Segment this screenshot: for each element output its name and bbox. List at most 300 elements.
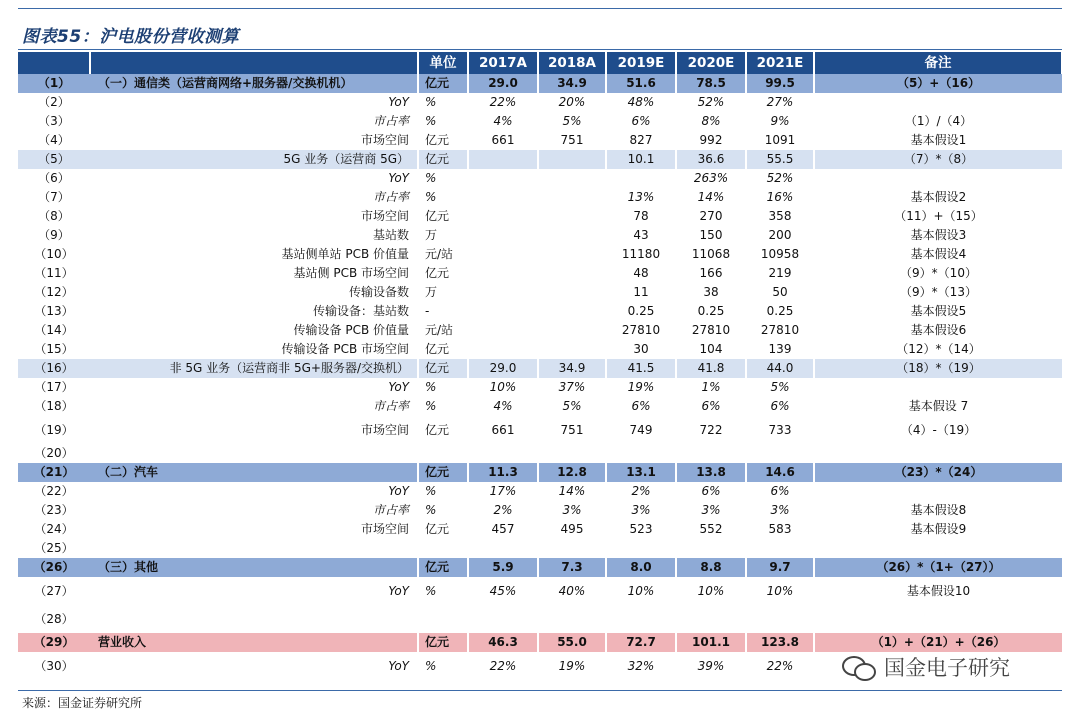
row-note (814, 539, 1062, 558)
header-note: 备注 (814, 52, 1062, 74)
header-year-2019: 2019E (606, 52, 676, 74)
row-value-2018A (538, 340, 606, 359)
row-unit: % (418, 378, 468, 397)
row-value-2018A: 37% (538, 378, 606, 397)
row-number: （13） (34, 304, 74, 318)
row-label: YoY (90, 652, 418, 680)
row-unit (418, 444, 468, 463)
row-value-2020E: 11068 (676, 245, 746, 264)
row-number: （30） (34, 659, 74, 673)
row-value-2020E: 14% (676, 188, 746, 207)
table-row (18, 74, 1062, 93)
table-row (18, 207, 1062, 226)
row-note: 基本假设3 (910, 228, 967, 242)
row-number: （1） (18, 74, 90, 93)
row-value-2018A: 495 (538, 520, 606, 539)
row-label: YoY (90, 378, 418, 397)
row-value-2018A: 19% (538, 652, 606, 680)
header-year-2020: 2020E (676, 52, 746, 74)
row-unit: 元/站 (418, 245, 468, 264)
row-label: 市场空间 (90, 416, 418, 444)
row-value-2018A: 751 (538, 416, 606, 444)
table-row (18, 558, 1062, 577)
row-value-2019E: 27810 (606, 321, 676, 340)
row-note: （1）/（4） (904, 114, 973, 128)
row-label: 市占率 (90, 112, 418, 131)
table-row (18, 359, 1062, 378)
row-value-2020E: 41.8 (676, 359, 746, 378)
row-value-2020E: 38 (676, 283, 746, 302)
row-value-2020E: 6% (676, 397, 746, 416)
row-value-2019E: 13.1 (606, 463, 676, 482)
row-value-2017A (468, 245, 538, 264)
row-value-2021E: 9.7 (746, 558, 814, 577)
row-value-2019E: 3% (606, 501, 676, 520)
row-value-2017A: 457 (468, 520, 538, 539)
row-note: （5）+（16） (814, 74, 1062, 93)
row-unit: % (418, 482, 468, 501)
row-value-2021E (746, 539, 814, 558)
table-row (18, 444, 1062, 463)
row-value-2017A: 5.9 (468, 558, 538, 577)
row-value-2020E: 78.5 (676, 74, 746, 93)
row-value-2021E (746, 444, 814, 463)
row-unit: 万 (418, 226, 468, 245)
row-value-2018A: 34.9 (538, 359, 606, 378)
row-value-2017A (468, 539, 538, 558)
row-value-2021E: 44.0 (746, 359, 814, 378)
row-value-2021E: 10958 (746, 245, 814, 264)
row-label: YoY (90, 577, 418, 605)
row-number: （18） (34, 399, 74, 413)
row-label: （三）其他 (90, 558, 418, 577)
row-note: （12）*（14） (896, 342, 981, 356)
table-row (18, 264, 1062, 283)
row-value-2021E: 27% (746, 93, 814, 112)
row-value-2020E: 1% (676, 378, 746, 397)
row-value-2017A (468, 340, 538, 359)
row-label (90, 444, 418, 463)
row-unit: 亿元 (418, 131, 468, 150)
row-unit: 亿元 (418, 359, 468, 378)
row-value-2020E: 722 (676, 416, 746, 444)
row-value-2021E: 200 (746, 226, 814, 245)
row-unit: % (418, 397, 468, 416)
table-row (18, 633, 1062, 652)
row-value-2019E: 48% (606, 93, 676, 112)
row-value-2019E: 43 (606, 226, 676, 245)
row-value-2020E: 6% (676, 482, 746, 501)
table-row (18, 577, 1062, 605)
table-row (18, 463, 1062, 482)
row-value-2017A: 45% (468, 577, 538, 605)
table-row (18, 321, 1062, 340)
row-unit (418, 605, 468, 633)
row-value-2019E: 11180 (606, 245, 676, 264)
row-value-2020E: 101.1 (676, 633, 746, 652)
row-value-2018A (538, 321, 606, 340)
row-value-2017A (468, 302, 538, 321)
table-header-row (18, 52, 1062, 74)
table-row (18, 378, 1062, 397)
row-label: 营业收入 (90, 633, 418, 652)
row-value-2021E: 14.6 (746, 463, 814, 482)
revenue-estimate-table (18, 52, 1063, 680)
row-label: 5G 业务（运营商 5G） (90, 150, 418, 169)
row-value-2020E: 552 (676, 520, 746, 539)
row-value-2021E: 123.8 (746, 633, 814, 652)
title-rule (18, 49, 1062, 50)
table-row (18, 501, 1062, 520)
row-note (814, 605, 1062, 633)
table-row (18, 226, 1062, 245)
row-value-2019E: 10% (606, 577, 676, 605)
row-number: （5） (18, 150, 90, 169)
row-unit: % (418, 93, 468, 112)
row-value-2019E: 6% (606, 112, 676, 131)
row-unit: - (418, 302, 468, 321)
row-unit: % (418, 112, 468, 131)
row-value-2018A: 5% (538, 112, 606, 131)
row-value-2019E: 30 (606, 340, 676, 359)
row-value-2017A: 22% (468, 93, 538, 112)
watermark (842, 652, 1010, 682)
table-row (18, 605, 1062, 633)
row-label: 基站侧 PCB 市场空间 (90, 264, 418, 283)
figure-title: 图表55：沪电股份营收测算 (22, 27, 240, 47)
row-unit: 亿元 (418, 520, 468, 539)
row-value-2017A (468, 207, 538, 226)
row-label: （一）通信类（运营商网络+服务器/交换机机） (90, 74, 418, 93)
table-row (18, 416, 1062, 444)
row-value-2020E: 10% (676, 577, 746, 605)
row-value-2019E (606, 444, 676, 463)
row-unit: % (418, 577, 468, 605)
row-value-2021E: 6% (746, 397, 814, 416)
row-note: （4）-（19） (900, 423, 977, 437)
row-number: （8） (38, 209, 70, 223)
row-number: （17） (34, 380, 74, 394)
row-value-2021E: 139 (746, 340, 814, 359)
row-label: （二）汽车 (90, 463, 418, 482)
row-value-2017A (468, 188, 538, 207)
header-year-2017: 2017A (468, 52, 538, 74)
row-value-2020E: 150 (676, 226, 746, 245)
row-value-2018A (538, 539, 606, 558)
row-unit: 亿元 (418, 207, 468, 226)
bottom-rule (18, 690, 1062, 691)
row-label: YoY (90, 93, 418, 112)
row-value-2017A: 22% (468, 652, 538, 680)
table-row (18, 93, 1062, 112)
row-value-2017A (468, 169, 538, 188)
table-row (18, 302, 1062, 321)
row-value-2017A: 29.0 (468, 74, 538, 93)
row-label: YoY (90, 482, 418, 501)
row-label: 市占率 (90, 397, 418, 416)
row-value-2018A: 751 (538, 131, 606, 150)
row-value-2020E: 992 (676, 131, 746, 150)
row-note: （23）*（24） (814, 463, 1062, 482)
table-row (18, 150, 1062, 169)
row-value-2019E: 19% (606, 378, 676, 397)
row-value-2021E: 27810 (746, 321, 814, 340)
row-unit: % (418, 169, 468, 188)
row-value-2018A (538, 283, 606, 302)
row-note: 基本假设8 (910, 503, 967, 517)
row-unit: 亿元 (418, 558, 468, 577)
row-note: 基本假设2 (910, 190, 967, 204)
row-value-2020E (676, 539, 746, 558)
row-note: 基本假设1 (910, 133, 967, 147)
row-unit: 亿元 (418, 150, 468, 169)
row-value-2020E: 0.25 (676, 302, 746, 321)
row-value-2018A (538, 226, 606, 245)
row-value-2020E: 263% (676, 169, 746, 188)
row-note: （7）*（8） (814, 150, 1062, 169)
row-value-2020E: 8% (676, 112, 746, 131)
row-unit: 亿元 (418, 633, 468, 652)
row-value-2017A (468, 321, 538, 340)
row-value-2019E: 11 (606, 283, 676, 302)
row-note: （18）*（19） (814, 359, 1062, 378)
row-value-2017A: 46.3 (468, 633, 538, 652)
row-number: （12） (34, 285, 74, 299)
row-value-2021E: 6% (746, 482, 814, 501)
row-value-2020E: 52% (676, 93, 746, 112)
source-note: 来源：国金证券研究所 (22, 696, 143, 710)
row-value-2021E: 52% (746, 169, 814, 188)
row-value-2020E: 104 (676, 340, 746, 359)
row-value-2017A: 4% (468, 112, 538, 131)
row-value-2017A: 2% (468, 501, 538, 520)
row-label: 市场空间 (90, 520, 418, 539)
row-number: （27） (34, 584, 74, 598)
row-value-2021E: 16% (746, 188, 814, 207)
row-label: 传输设备：基站数 (90, 302, 418, 321)
row-label: 基站侧单站 PCB 价值量 (90, 245, 418, 264)
row-unit: 亿元 (418, 416, 468, 444)
row-label: 传输设备数 (90, 283, 418, 302)
row-value-2019E: 10.1 (606, 150, 676, 169)
row-number: （4） (38, 133, 70, 147)
table-row (18, 112, 1062, 131)
top-rule (18, 8, 1062, 9)
row-value-2019E: 72.7 (606, 633, 676, 652)
row-value-2018A (538, 169, 606, 188)
row-label: 传输设备 PCB 市场空间 (90, 340, 418, 359)
row-value-2021E: 583 (746, 520, 814, 539)
row-label (90, 605, 418, 633)
row-note: 基本假设5 (910, 304, 967, 318)
row-number: （22） (34, 484, 74, 498)
row-value-2018A: 55.0 (538, 633, 606, 652)
row-value-2019E: 48 (606, 264, 676, 283)
row-value-2017A (468, 150, 538, 169)
row-unit (418, 539, 468, 558)
row-value-2020E: 27810 (676, 321, 746, 340)
table-row (18, 245, 1062, 264)
row-value-2018A: 12.8 (538, 463, 606, 482)
row-unit: 亿元 (418, 74, 468, 93)
row-value-2021E: 10% (746, 577, 814, 605)
row-value-2018A: 34.9 (538, 74, 606, 93)
row-label: 非 5G 业务（运营商非 5G+服务器/交换机） (90, 359, 418, 378)
row-value-2021E: 5% (746, 378, 814, 397)
row-value-2017A: 4% (468, 397, 538, 416)
row-number: （19） (34, 423, 74, 437)
row-note: （26）*（1+（27）） (814, 558, 1062, 577)
row-value-2017A: 10% (468, 378, 538, 397)
row-value-2019E (606, 605, 676, 633)
row-unit: % (418, 652, 468, 680)
row-number: （9） (38, 228, 70, 242)
row-value-2018A: 3% (538, 501, 606, 520)
row-value-2019E: 51.6 (606, 74, 676, 93)
row-label: 基站数 (90, 226, 418, 245)
row-note (814, 482, 1062, 501)
row-note: 基本假设4 (910, 247, 967, 261)
row-label: 市场空间 (90, 131, 418, 150)
row-value-2019E: 827 (606, 131, 676, 150)
row-number: （2） (38, 95, 70, 109)
row-note: （9）*（10） (900, 266, 977, 280)
wechat-icon (842, 654, 876, 680)
row-number: （15） (34, 342, 74, 356)
row-value-2017A: 29.0 (468, 359, 538, 378)
row-value-2019E: 6% (606, 397, 676, 416)
table-row (18, 520, 1062, 539)
row-value-2018A (538, 444, 606, 463)
row-value-2021E: 733 (746, 416, 814, 444)
row-unit: % (418, 188, 468, 207)
row-value-2018A (538, 207, 606, 226)
row-value-2020E (676, 444, 746, 463)
row-label: 市占率 (90, 501, 418, 520)
row-number: （11） (34, 266, 74, 280)
row-value-2019E: 13% (606, 188, 676, 207)
row-note: （1）+（21）+（26） (814, 633, 1062, 652)
row-value-2021E: 50 (746, 283, 814, 302)
row-value-2018A: 14% (538, 482, 606, 501)
row-value-2021E (746, 605, 814, 633)
row-value-2019E: 41.5 (606, 359, 676, 378)
row-value-2021E: 99.5 (746, 74, 814, 93)
row-number: （28） (34, 612, 74, 626)
row-note: 基本假设6 (910, 323, 967, 337)
row-value-2018A: 7.3 (538, 558, 606, 577)
row-note: （11）+（15） (894, 209, 983, 223)
row-number: （21） (18, 463, 90, 482)
row-value-2018A (538, 245, 606, 264)
row-value-2021E: 3% (746, 501, 814, 520)
row-value-2020E: 270 (676, 207, 746, 226)
row-unit: 元/站 (418, 321, 468, 340)
row-value-2018A: 5% (538, 397, 606, 416)
row-value-2017A (468, 226, 538, 245)
row-value-2021E: 9% (746, 112, 814, 131)
row-value-2017A: 17% (468, 482, 538, 501)
header-year-2021: 2021E (746, 52, 814, 74)
row-value-2019E (606, 169, 676, 188)
row-number: （29） (18, 633, 90, 652)
row-number: （7） (38, 190, 70, 204)
row-value-2017A: 661 (468, 416, 538, 444)
row-note: 基本假设9 (910, 522, 967, 536)
table-row (18, 169, 1062, 188)
row-number: （25） (34, 541, 74, 555)
row-label: 市场空间 (90, 207, 418, 226)
row-number: （20） (34, 446, 74, 460)
row-note: （9）*（13） (900, 285, 977, 299)
row-number: （26） (18, 558, 90, 577)
row-number: （10） (34, 247, 74, 261)
row-value-2021E: 55.5 (746, 150, 814, 169)
row-value-2019E: 78 (606, 207, 676, 226)
row-value-2017A (468, 264, 538, 283)
row-number: （16） (18, 359, 90, 378)
table-row (18, 283, 1062, 302)
table-row (18, 482, 1062, 501)
row-value-2020E: 36.6 (676, 150, 746, 169)
row-label: 市占率 (90, 188, 418, 207)
row-value-2021E: 219 (746, 264, 814, 283)
row-value-2017A (468, 444, 538, 463)
row-value-2018A (538, 302, 606, 321)
row-value-2019E: 749 (606, 416, 676, 444)
row-number: （3） (38, 114, 70, 128)
row-unit: 亿元 (418, 463, 468, 482)
row-value-2020E: 39% (676, 652, 746, 680)
row-value-2018A (538, 150, 606, 169)
row-value-2021E: 0.25 (746, 302, 814, 321)
row-value-2017A (468, 283, 538, 302)
row-value-2017A (468, 605, 538, 633)
row-value-2019E: 8.0 (606, 558, 676, 577)
row-value-2020E: 8.8 (676, 558, 746, 577)
row-note: 基本假设10 (906, 584, 971, 598)
row-value-2020E: 166 (676, 264, 746, 283)
row-value-2019E: 523 (606, 520, 676, 539)
row-label: 传输设备 PCB 价值量 (90, 321, 418, 340)
table-row (18, 539, 1062, 558)
row-note: 基本假设 7 (908, 399, 969, 413)
row-value-2019E (606, 539, 676, 558)
row-value-2019E: 2% (606, 482, 676, 501)
row-value-2018A (538, 605, 606, 633)
row-value-2018A (538, 188, 606, 207)
table-row (18, 397, 1062, 416)
row-value-2018A: 20% (538, 93, 606, 112)
row-value-2018A (538, 264, 606, 283)
row-unit: 亿元 (418, 264, 468, 283)
row-value-2019E: 32% (606, 652, 676, 680)
header-label (90, 52, 418, 74)
row-value-2020E: 13.8 (676, 463, 746, 482)
watermark-text: 国金电子研究 (884, 656, 1010, 680)
row-unit: 亿元 (418, 340, 468, 359)
row-note (814, 378, 1062, 397)
row-value-2021E: 1091 (746, 131, 814, 150)
row-value-2021E: 22% (746, 652, 814, 680)
row-number: （23） (34, 503, 74, 517)
row-note (814, 93, 1062, 112)
row-number: （6） (38, 171, 70, 185)
table-row (18, 188, 1062, 207)
row-unit: % (418, 501, 468, 520)
row-label: YoY (90, 169, 418, 188)
row-note (814, 444, 1062, 463)
